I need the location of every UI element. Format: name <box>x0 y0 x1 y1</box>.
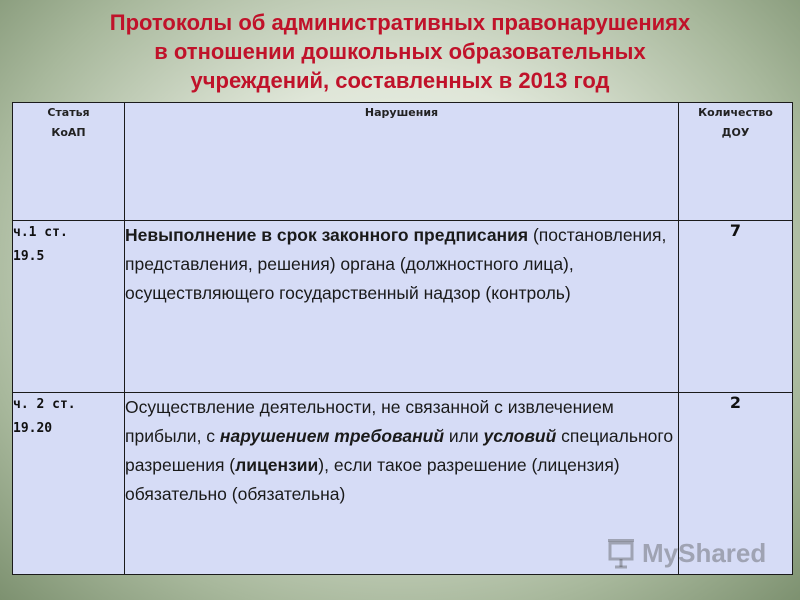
page-title <box>0 8 800 95</box>
row-2-description <box>125 393 679 575</box>
row-2-article <box>13 393 125 575</box>
table-row <box>13 221 793 393</box>
row-2-description-emphasis-2: условий <box>483 426 557 446</box>
row-2-description-part-2: или <box>444 426 484 446</box>
header-violations-label: Нарушения <box>364 106 439 119</box>
watermark-text: MyShared <box>642 537 767 568</box>
row-1-description <box>125 221 679 393</box>
header-violations <box>125 103 679 221</box>
title-line-3: учреждений, составленных в 2013 год <box>190 68 610 93</box>
header-count-line-1: Количество <box>698 106 773 119</box>
row-2-description-bold: лицензии <box>235 455 319 475</box>
table-header-row <box>13 103 793 221</box>
row-2-count: 2 <box>679 393 793 575</box>
row-2-description-part-3: специального разрешения ( <box>125 426 674 475</box>
title-line-1: Протоколы об административных правонарушениях <box>109 10 691 35</box>
row-1-article-line-2: 19.5 <box>13 249 45 264</box>
row-1-description-bold: Невыполнение в срок законного предписания <box>125 225 529 245</box>
row-2-description-part-4: ), если такое разрешение (лицензия) обязательно (обязательна) <box>125 455 620 504</box>
row-1-description-rest: (постановления, представления, решения) органа (должностного лица), осуществляющего государственный надзор (контроль) <box>125 225 667 303</box>
watermark <box>606 537 766 569</box>
row-2-description-part-1: Осуществление деятельности, не связанной с извлечением прибыли, с <box>125 397 614 446</box>
header-article <box>13 103 125 221</box>
row-2-article-line-1: ч. 2 ст. <box>13 397 76 412</box>
row-1-article-line-1: ч.1 ст. <box>13 225 68 240</box>
row-2-description-emphasis-1: нарушением требований <box>219 426 445 446</box>
violations-table <box>12 102 793 575</box>
title-line-2: в отношении дошкольных образовательных <box>154 39 646 64</box>
header-count-line-2: ДОУ <box>721 126 750 139</box>
row-1-article <box>13 221 125 393</box>
header-article-line-2: КоАП <box>51 126 86 139</box>
header-count <box>679 103 793 221</box>
header-article-line-1: Статья <box>47 106 90 119</box>
row-2-article-line-2: 19.20 <box>13 421 53 436</box>
row-1-count: 7 <box>679 221 793 393</box>
projector-screen-icon <box>606 537 636 569</box>
